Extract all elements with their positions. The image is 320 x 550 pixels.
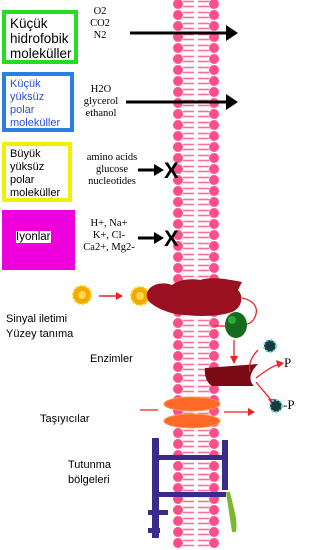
ions-label: İyonlar [16,231,51,243]
ion-h-na: H+, Na+ [90,218,128,229]
lipid-head [209,505,219,515]
lipid-head [173,461,183,471]
carrier-protein-bottom [164,414,220,428]
lipid-head [173,472,183,482]
lipid-head [173,21,183,31]
adhesion-stalk-left [152,438,159,538]
lipid-head [209,263,219,273]
lipid-head [209,65,219,75]
lipid-head [173,318,183,328]
carriers-label: Taşıyıcılar [40,413,90,425]
molecule-water: H2O [90,84,112,95]
lipid-head [209,483,219,493]
lipid-head [173,373,183,383]
adhesion-bar-middle [156,492,226,497]
small-hydrophobic-box [2,10,78,64]
lipid-head [209,516,219,526]
gas-co2: CO2 [90,18,110,29]
block-mark-ions: X [164,226,179,251]
lipid-bilayer [173,0,219,548]
lipid-head [209,428,219,438]
lipid-head [173,54,183,64]
lipid-head [173,516,183,526]
lipid-head [173,43,183,53]
large-polar-list [80,152,144,188]
lipid-head [209,54,219,64]
carrier-protein-top [164,397,220,411]
adhesion-bar-top [156,455,226,460]
phosphate-arrow [256,364,280,378]
lipid-head [173,0,183,9]
lipid-head [173,252,183,262]
adhesion-label-line-2: bölgeleri [68,474,110,486]
lipid-head [209,131,219,141]
lipid-head [173,142,183,152]
adhesion-bar-bottom [148,510,168,515]
ion-k-cl: K+, Cl- [92,230,126,241]
lipid-head [209,153,219,163]
lipid-head [173,439,183,449]
signaling-label [6,312,73,342]
lipid-head [209,340,219,350]
lipid-head [209,109,219,119]
adhesion-label [68,458,111,488]
small-polar-pass-arrowhead [226,94,238,110]
adhesion-green-fiber [226,492,237,532]
lipid-head [209,10,219,20]
small-polar-list [76,84,126,120]
lipid-head [173,197,183,207]
lipid-head [209,461,219,471]
small-polar-label: Küçük yüksüz polar moleküller [10,78,61,129]
ligand-sun [73,286,91,304]
molecule-nucleotides: nucleotides [88,176,136,187]
phosphorylated-product [270,400,282,412]
lipid-head [209,252,219,262]
adhesion-label-line-1: Tutunma [68,459,112,471]
large-polar-label: Büyük yüksüz polar moleküller [10,148,61,199]
small-hydrophobic-label: Küçük hidrofobik moleküller [10,16,72,61]
lipid-head [173,340,183,350]
lipid-head [209,472,219,482]
gas-pass-arrowhead [226,25,238,41]
lipid-head [209,142,219,152]
lipid-head [173,538,183,548]
adhesion-stalk-right [222,440,228,490]
adhesion-foot [148,528,160,533]
substrate-molecule [264,340,276,352]
lipid-head [173,527,183,537]
lipid-head [173,186,183,196]
lipid-head [209,0,219,9]
gas-n2: N2 [93,30,107,41]
lipid-head [209,120,219,130]
lipid-head [173,65,183,75]
lipid-head [173,76,183,86]
molecule-ethanol: ethanol [85,108,117,119]
lipid-head [209,230,219,240]
lipid-head [173,87,183,97]
lipid-head [209,527,219,537]
ion-arrowhead [154,232,164,244]
green-enzyme [225,312,247,338]
lipid-head [209,43,219,53]
lipid-head [173,351,183,361]
lipid-head [209,538,219,548]
lipid-head [209,175,219,185]
lipid-head [209,197,219,207]
lipid-head [209,351,219,361]
green-enzyme-highlight [228,316,236,324]
lipid-head [173,505,183,515]
lipid-head [173,263,183,273]
lipid-head [173,120,183,130]
phosphate-attached-label: -P [283,397,295,412]
ion-list [78,218,140,254]
enzymes-label: Enzimler [90,353,133,365]
lipid-head [173,10,183,20]
ligand-sun-bound [131,287,149,305]
ion-ca-mg: Ca2+, Mg2- [83,242,135,253]
lipid-head [209,329,219,339]
carrier-arrowhead [248,408,255,416]
lipid-head [173,131,183,141]
lipid-head [173,428,183,438]
lipid-head [209,241,219,251]
gas-list [82,6,118,42]
cascade-arrowhead-3 [230,356,238,364]
molecule-glycerol: glycerol [83,96,119,107]
signaling-label-line-1: Sinyal iletimi [6,313,68,325]
lipid-head [173,109,183,119]
lipid-head [209,76,219,86]
lipid-head [173,329,183,339]
phosphate-arrowhead [276,360,284,368]
lipid-head [209,87,219,97]
small-polar-box [2,72,74,132]
lipid-head [209,208,219,218]
lipid-head [173,362,183,372]
ligand-arrowhead [116,292,123,300]
lipid-head [209,21,219,31]
molecule-glucose: glucose [95,164,129,175]
lipid-head [173,208,183,218]
large-polar-box [2,142,72,202]
receptor-protein [147,278,242,316]
large-polar-arrowhead [154,164,164,176]
phosphate-label: P [284,355,292,370]
ions-box [2,210,75,270]
lipid-head [209,164,219,174]
lipid-head [173,483,183,493]
signaling-label-line-2: Yüzey tanıma [6,328,74,340]
block-mark-large-polar: X [164,158,179,183]
lipid-head [173,384,183,394]
molecule-amino-acids: amino acids [86,152,138,163]
lipid-head [209,186,219,196]
lipid-head [209,439,219,449]
gas-o2: O2 [93,6,107,17]
lipid-head [209,219,219,229]
